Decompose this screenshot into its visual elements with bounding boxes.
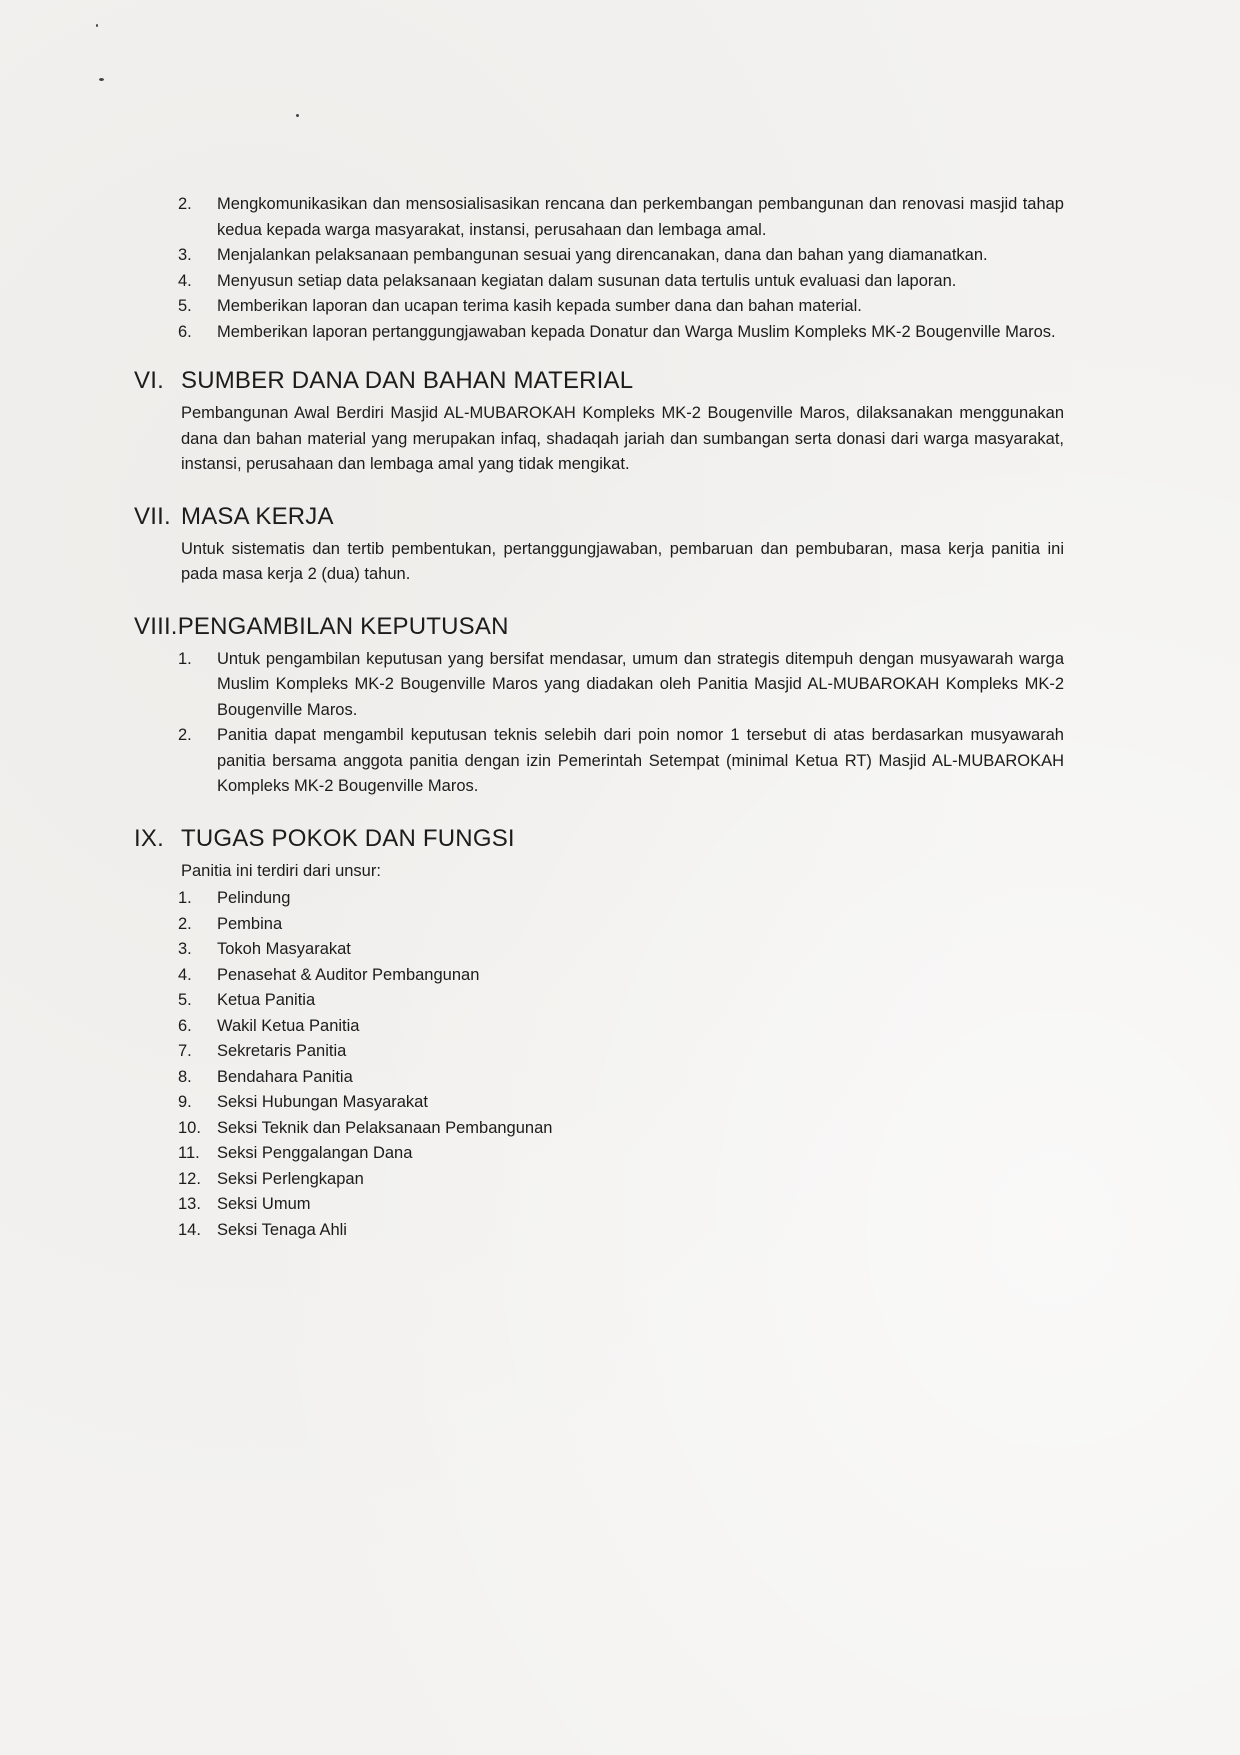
committee-elements-list [134,886,1064,1243]
item-number: 6. [178,322,192,341]
section-heading [134,364,1064,398]
item-number: 5. [178,991,192,1009]
list-item [134,963,1064,989]
item-number: 7. [178,1042,192,1060]
item-text: Ketua Panitia [217,991,316,1009]
item-text: Menyusun setiap data pelaksanaan kegiatan dalam susunan data tertulis untuk evaluasi dan laporan. [217,271,957,290]
section-tugas-pokok [134,822,1064,1244]
section-title: SUMBER DANA DAN BAHAN MATERIAL [181,367,634,394]
section-title: MASA KERJA [181,502,334,530]
item-number: 4. [178,271,192,290]
list-item [134,886,1064,912]
list-item [134,1192,1064,1218]
section-paragraph: Untuk sistematis dan tertib pembentukan, pertanggungjawaban, pembaruan dan pembubaran, masa kerja panitia ini pada masa kerja 2 (dua) tahun. [181,539,1064,583]
list-item [134,1167,1064,1193]
section-masa-kerja [134,500,1064,588]
item-number: 1. [178,889,192,907]
section-sumber-dana [134,364,1064,478]
scan-speck [296,114,299,117]
list-item [134,294,1064,320]
item-number: 8. [178,1067,192,1086]
section-intro: Panitia ini terdiri dari unsur: [181,861,381,880]
item-text: Sekretaris Panitia [217,1042,347,1060]
item-text: Seksi Umum [217,1195,311,1213]
scan-speck [99,78,104,81]
item-text: Penasehat & Auditor Pembangunan [217,965,480,984]
item-number: 4. [178,965,192,984]
list-item [134,1039,1064,1065]
section-number: IX. [134,824,164,852]
item-text: Mengkomunikasikan dan mensosialisasikan rencana dan perkembangan pembangunan dan renovasi masjid tahap kedua kepada warga masyarakat, instansi, perusahaan dan lembaga amal. [217,195,1064,239]
list-item [134,1141,1064,1167]
section-number: VIII. [134,612,178,640]
item-number: 3. [178,246,192,264]
item-text: Pembina [217,914,283,933]
decision-list [134,647,1064,800]
list-item [134,647,1064,724]
item-number: 13. [178,1195,201,1213]
item-number: 5. [178,297,192,315]
item-number: 2. [178,914,192,933]
list-item [134,912,1064,938]
item-text: Memberikan laporan pertanggungjawaban kepada Donatur dan Warga Muslim Kompleks MK-2 Bougenville Maros. [217,322,1056,341]
section-heading [134,500,1064,534]
item-text: Pelindung [217,889,291,907]
item-number: 6. [178,1016,192,1035]
item-text: Menjalankan pelaksanaan pembangunan sesuai yang direncanakan, dana dan bahan yang diamanatkan. [217,246,988,264]
item-number: 1. [178,649,192,668]
list-item [134,988,1064,1014]
section-heading [134,822,1064,856]
list-item [134,723,1064,800]
item-text: Seksi Perlengkapan [217,1169,364,1188]
item-text: Tokoh Masyarakat [217,940,351,958]
list-item [134,192,1064,243]
scan-speck [96,24,98,27]
section-pengambilan-keputusan [134,610,1064,800]
item-text: Seksi Hubungan Masyarakat [217,1093,428,1111]
section-heading [134,610,1064,644]
item-text: Seksi Penggalangan Dana [217,1144,413,1162]
item-number: 9. [178,1093,192,1111]
item-text: Seksi Teknik dan Pelaksanaan Pembangunan [217,1118,553,1137]
item-number: 2. [178,726,192,744]
list-item [134,1014,1064,1040]
item-number: 3. [178,940,192,958]
item-text: Bendahara Panitia [217,1067,353,1086]
list-item [134,1116,1064,1142]
item-number: 11. [178,1144,200,1162]
item-text: Memberikan laporan dan ucapan terima kasih kepada sumber dana dan bahan material. [217,297,862,315]
list-item [134,1218,1064,1244]
item-number: 12. [178,1169,201,1188]
list-item [134,1065,1064,1091]
section-number: VII. [134,502,171,530]
item-text: Wakil Ketua Panitia [217,1016,360,1035]
section-paragraph: Pembangunan Awal Berdiri Masjid AL-MUBAROKAH Kompleks MK-2 Bougenville Maros, dilaksanakan menggunakan dana dan bahan material yang merupakan infaq, shadaqah jariah dan sumbangan serta donasi dari warga masyarakat, instansi, perusahaan dan lembaga amal yang tidak mengikat. [181,404,1064,473]
duties-list-continued [134,192,1064,345]
list-item [134,1090,1064,1116]
document-body [134,192,1064,1243]
list-item [134,243,1064,269]
list-item [134,269,1064,295]
item-text: Panitia dapat mengambil keputusan teknis selebih dari poin nomor 1 tersebut di atas berdasarkan musyawarah panitia bersama anggota panitia dengan izin Pemerintah Setempat (minimal Ketua RT) Masjid AL-MUBAROKAH Kompleks MK-2 Bougenville Maros. [217,726,1064,795]
list-item [134,937,1064,963]
item-number: 2. [178,195,192,213]
section-number: VI. [134,367,164,394]
item-text: Untuk pengambilan keputusan yang bersifat mendasar, umum dan strategis ditempuh dengan musyawarah warga Muslim Kompleks MK-2 Bougenville Maros yang diadakan oleh Panitia Masjid AL-MUBAROKAH Kompleks MK-2 Bougenville Maros. [217,649,1064,719]
list-item [134,320,1064,346]
section-title: PENGAMBILAN KEPUTUSAN [177,612,509,640]
section-title: TUGAS POKOK DAN FUNGSI [181,824,515,852]
item-text: Seksi Tenaga Ahli [217,1220,347,1239]
item-number: 10. [178,1118,201,1137]
item-number: 14. [178,1220,201,1239]
